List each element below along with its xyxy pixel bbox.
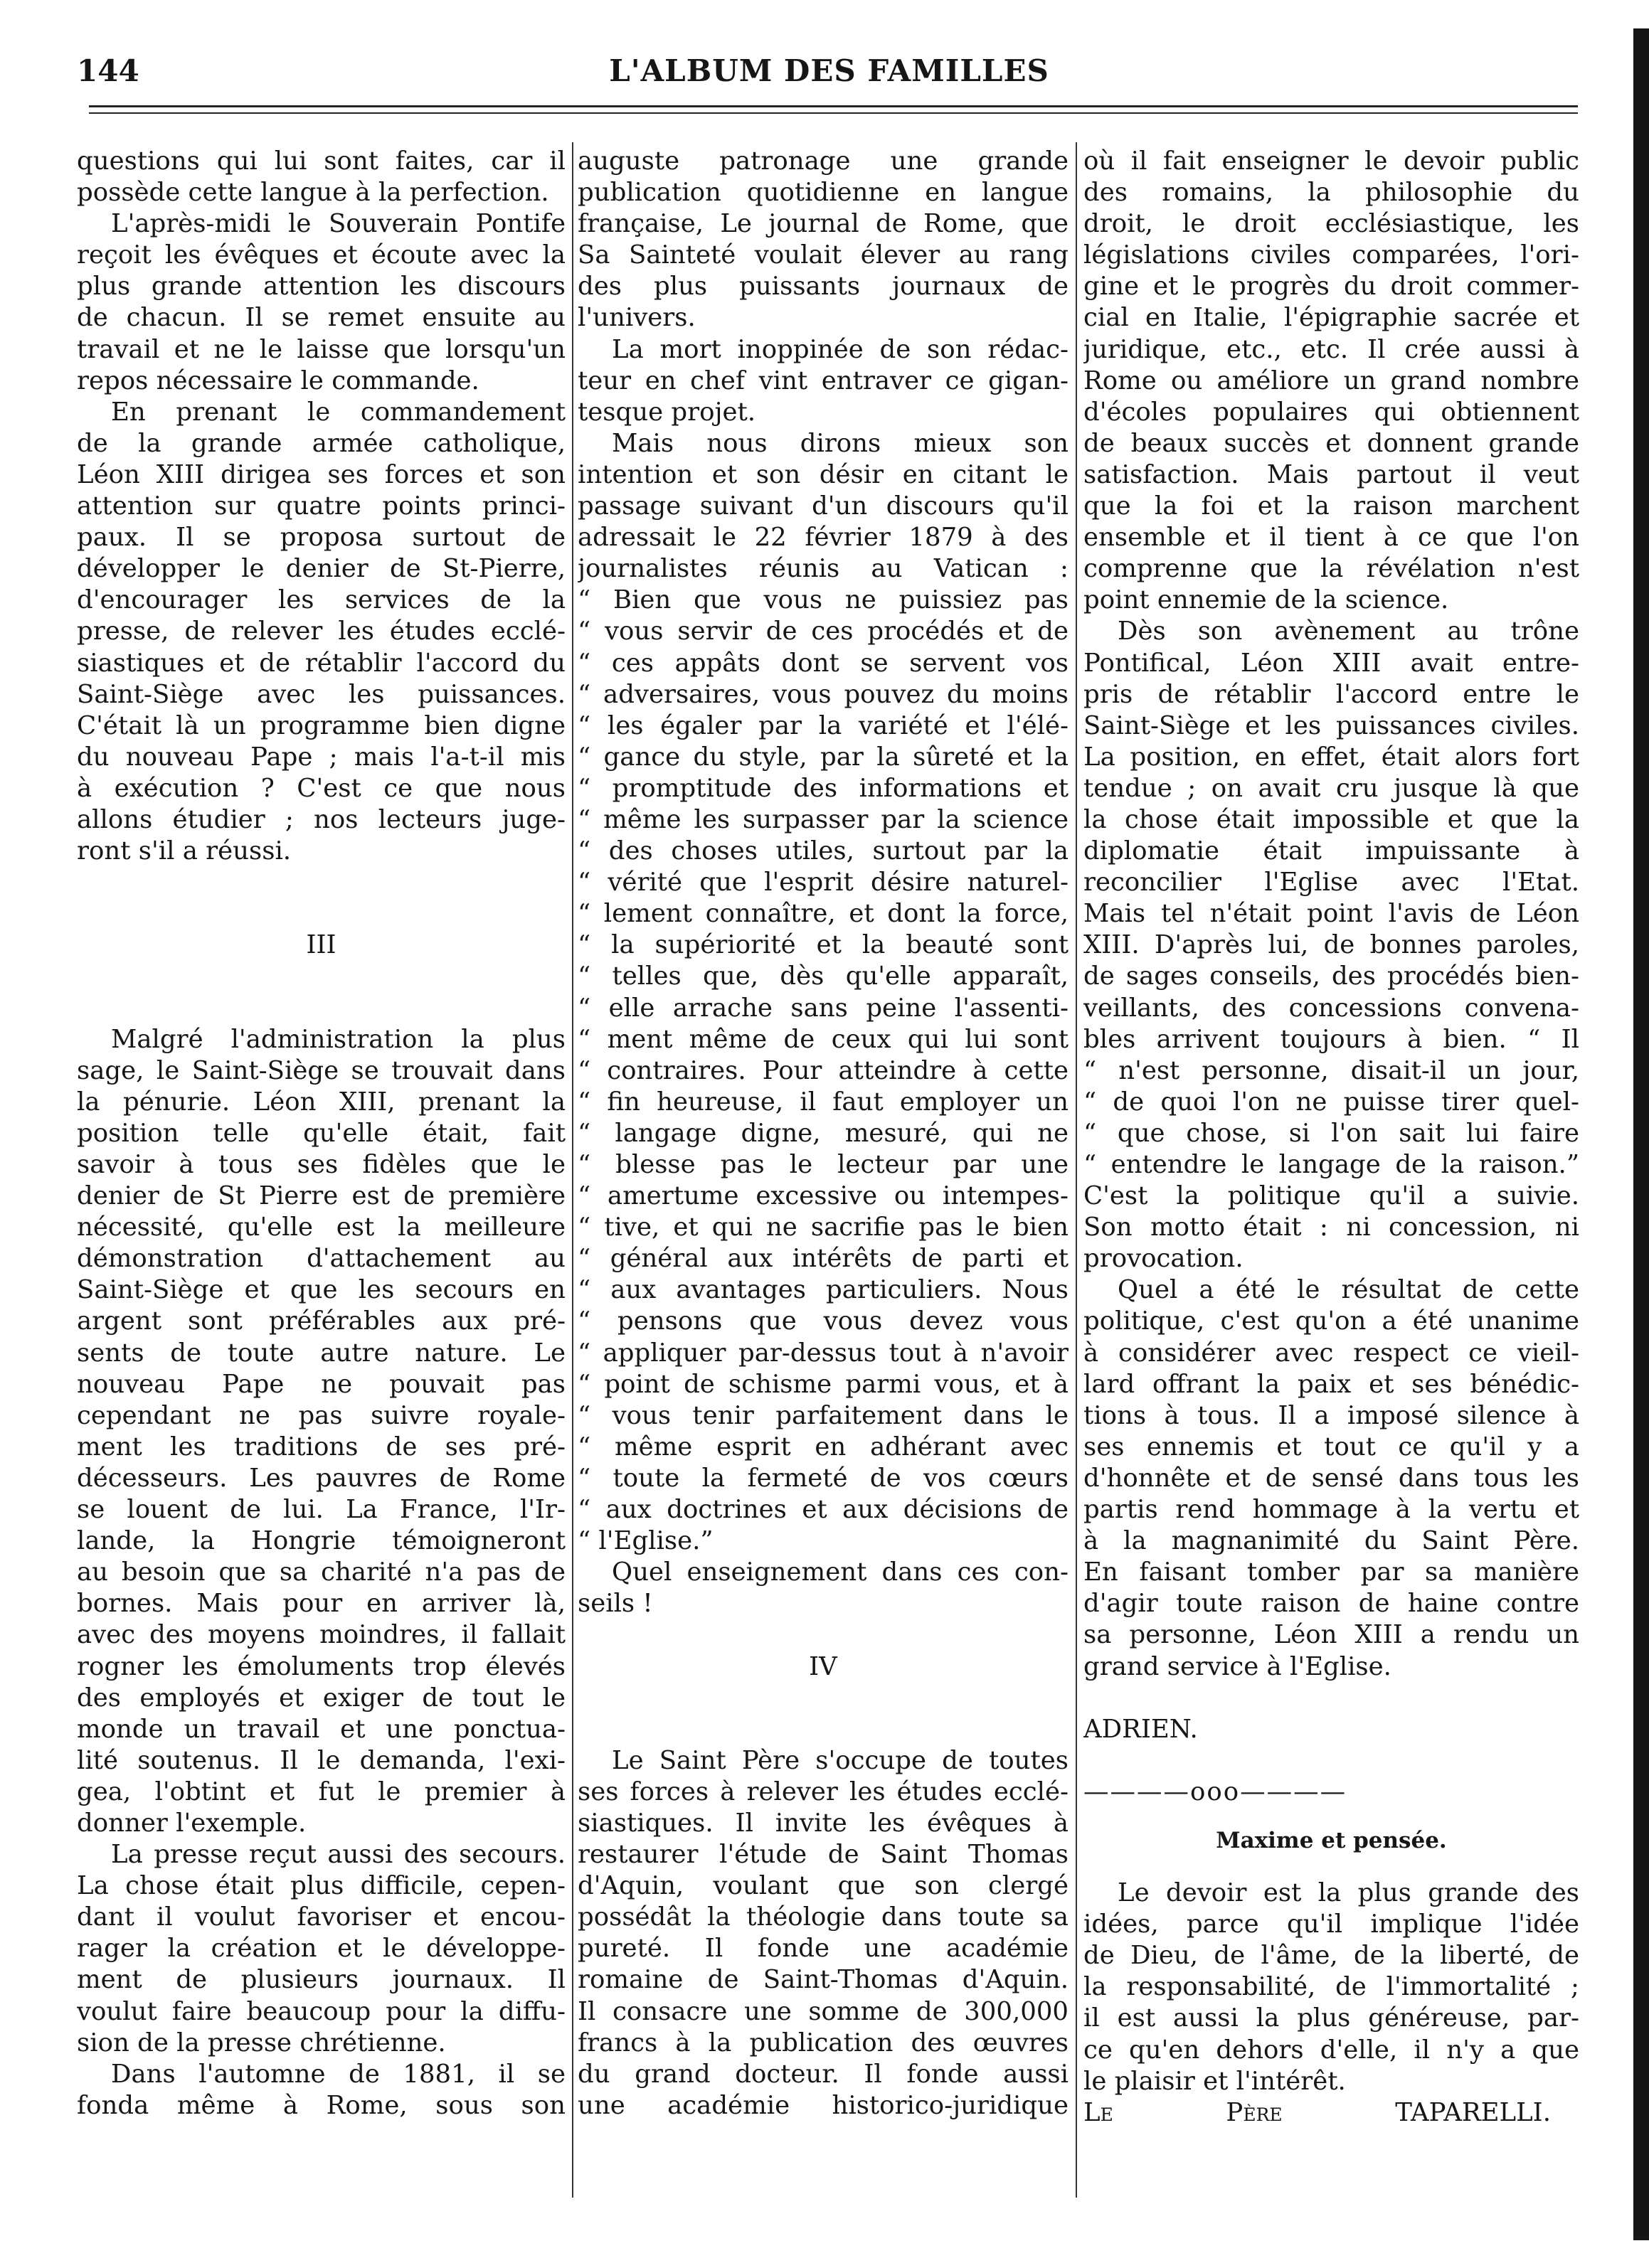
text-line: veillants, des concessions convena- <box>1083 993 1579 1023</box>
text-line: “ lement connaître, et dont la force, <box>578 899 1069 929</box>
text-line: cependant ne pas suivre royale- <box>77 1400 566 1430</box>
spacer <box>578 1619 1069 1651</box>
text-line: “ aux doctrines et aux décisions de <box>578 1495 1069 1525</box>
text-line: “ elle arrache sans peine l'assenti- <box>578 993 1069 1023</box>
text-line: “ ment même de ceux qui lui sont <box>578 1024 1069 1054</box>
text-line: la chose était impossible et que la <box>1083 804 1579 834</box>
text-line: francs à la publication des œuvres <box>578 2028 1069 2057</box>
text-line: “ appliquer par-dessus tout à n'avoir <box>578 1338 1069 1368</box>
text-line: argent sont préférables aux pré- <box>77 1306 566 1336</box>
text-line: développer le denier de St-Pierre, <box>77 554 566 584</box>
column-2 <box>578 146 1069 2121</box>
text-line: d'encourager les services de la <box>77 585 566 615</box>
text-line: nécessité, qu'elle est la meilleure <box>77 1213 566 1242</box>
text-line: partis rend hommage à la vertu et <box>1083 1495 1579 1525</box>
text-line: la pénurie. Léon XIII, prenant la <box>77 1087 566 1117</box>
text-line: pris de rétablir l'accord entre le <box>1083 679 1579 709</box>
text-line: “ les égaler par la variété et l'élé- <box>578 710 1069 740</box>
text-line: ment de plusieurs journaux. Il <box>77 1965 566 1995</box>
text-line: “ adversaires, vous pouvez du moins <box>578 679 1069 709</box>
text-line: possède cette langue à la perfection. <box>77 178 549 208</box>
text-line: cial en Italie, l'épigraphie sacrée et <box>1083 303 1579 333</box>
col2-paragraph-5 <box>578 1745 1069 2121</box>
text-line: sage, le Saint-Siège se trouvait dans <box>77 1055 566 1085</box>
text-line: Sa Sainteté voulait élever au rang <box>578 240 1069 270</box>
col1-paragraph-3 <box>77 397 566 867</box>
col2-paragraph-4 <box>578 1557 1069 1619</box>
text-line: adressait le 22 février 1879 à des <box>578 523 1069 553</box>
text-line: En prenant le commandement <box>111 397 566 427</box>
spacer <box>1083 1808 1579 1825</box>
text-line: de Dieu, de l'âme, de la liberté, de <box>1083 1941 1579 1971</box>
text-line: “ telles que, dès qu'elle apparaît, <box>578 962 1069 991</box>
text-line: politique, c'est qu'on a été unanime <box>1083 1306 1579 1336</box>
text-line: Dès son avènement au trône <box>1118 617 1579 646</box>
col3-paragraph-1 <box>1083 146 1579 616</box>
text-line: d'Aquin, voulant que son clergé <box>578 1871 1069 1901</box>
text-line: de sages conseils, des procédés bien- <box>1083 962 1579 991</box>
text-line: “ gance du style, par la sûreté et la <box>578 742 1069 772</box>
text-line: “ vous servir de ces procédés et de <box>578 617 1069 646</box>
column-divider-2 <box>1076 142 1077 2198</box>
col2-paragraph-1 <box>578 146 1069 334</box>
text-line: pureté. Il fonde une académie <box>578 1934 1069 1964</box>
text-line: lard offrant la paix et ses bénédic- <box>1083 1369 1579 1399</box>
text-line: “ entendre le langage de la raison.” <box>1083 1150 1579 1179</box>
text-line: siastiques. Il invite les évêques à <box>578 1808 1069 1838</box>
running-title: L'ALBUM DES FAMILLES <box>609 53 1049 88</box>
col1-paragraph-2 <box>77 208 566 397</box>
page-number: 144 <box>77 53 139 88</box>
maxime-paragraph <box>1083 1878 1579 2097</box>
text-line: “ l'Eglise.” <box>578 1526 714 1556</box>
text-line: Son motto était : ni concession, ni <box>1083 1213 1579 1242</box>
text-line: Le devoir est la plus grande des <box>1118 1878 1579 1908</box>
text-line: questions qui lui sont faites, car il <box>77 147 566 176</box>
text-line: l'univers. <box>578 303 696 333</box>
text-line: paux. Il se proposa surtout de <box>77 523 566 553</box>
text-line: d'écoles populaires qui obtiennent <box>1083 397 1579 427</box>
text-line: bornes. Mais pour en arriver là, <box>77 1589 566 1619</box>
col2-paragraph-2 <box>578 334 1069 428</box>
column-3 <box>1083 146 1579 2129</box>
text-line: à la magnanimité du Saint Père. <box>1083 1526 1579 1556</box>
text-line: Il consacre une somme de 300,000 <box>578 1996 1069 2026</box>
text-line: ses ennemis et tout ce qu'il y a <box>1083 1432 1579 1462</box>
text-line: reconcilier l'Eglise avec l'Etat. <box>1083 868 1579 898</box>
text-line: il est aussi la plus généreuse, par- <box>1083 2003 1579 2033</box>
text-line: romaine de Saint-Thomas d'Aquin. <box>578 1965 1069 1995</box>
text-line: où il fait enseigner le devoir public <box>1083 147 1579 176</box>
spacer <box>1083 1745 1579 1777</box>
text-line: ensemble et il tient à ce que l'on <box>1083 523 1579 553</box>
text-line: Saint-Siège et que les secours en <box>77 1275 566 1305</box>
page-edge-shadow <box>1633 28 1649 2240</box>
text-line: des plus puissants journaux de <box>578 272 1069 302</box>
text-line: de la grande armée catholique, <box>77 428 566 458</box>
text-line: publication quotidienne en langue <box>578 178 1069 208</box>
text-line: des romains, la philosophie du <box>1083 178 1579 208</box>
text-line: sion de la presse chrétienne. <box>77 2028 446 2057</box>
text-line: “ langage digne, mesuré, qui ne <box>578 1118 1069 1148</box>
text-line: de beaux succès et donnent grande <box>1083 428 1579 458</box>
text-line: position telle qu'elle était, fait <box>77 1118 566 1148</box>
text-line: savoir à tous ses fidèles que le <box>77 1150 566 1179</box>
text-line: Quel enseignement dans ces con- <box>612 1558 1069 1587</box>
maxime-title: Maxime et pensée. <box>1216 1827 1447 1853</box>
col1-paragraph-5 <box>77 1839 566 2059</box>
text-line: à considérer avec respect ce vieil- <box>1083 1338 1579 1368</box>
text-line: “ n'est personne, disait-il un jour, <box>1083 1055 1579 1085</box>
text-line: “ tive, et qui ne sacrifie pas le bien <box>578 1213 1069 1242</box>
text-line: rogner les émoluments trop élevés <box>77 1651 566 1681</box>
text-line: XIII. D'après lui, de bonnes paroles, <box>1083 930 1579 960</box>
text-line: siastiques et de rétablir l'accord du <box>77 648 566 678</box>
text-line: la responsabilité, de l'immortalité ; <box>1083 1972 1579 2002</box>
text-line: “ des choses utiles, surtout par la <box>578 836 1069 866</box>
spacer <box>578 1683 1069 1714</box>
text-line: Saint-Siège et les puissances civiles. <box>1083 710 1579 740</box>
spacer <box>1083 1683 1579 1714</box>
text-line: donner l'exemple. <box>77 1808 307 1838</box>
col1-paragraph-4 <box>77 1024 566 1839</box>
text-line: “ général aux intérêts de parti et <box>578 1244 1069 1274</box>
spacer <box>77 898 566 930</box>
text-line: sa personne, Léon XIII a rendu un <box>1083 1620 1579 1650</box>
text-line: nouveau Pape ne pouvait pas <box>77 1369 566 1399</box>
col3-paragraph-2 <box>1083 616 1579 1274</box>
text-line: Léon XIII dirigea ses forces et son <box>77 459 566 489</box>
text-line: ment les traditions de ses pré- <box>77 1432 566 1462</box>
text-line: C'était là un programme bien digne <box>77 710 566 740</box>
text-line: au besoin que sa charité n'a pas de <box>77 1558 566 1587</box>
text-line: “ même les surpasser par la science <box>578 804 1069 834</box>
text-line: seils ! <box>578 1589 653 1619</box>
spacer <box>77 993 566 1024</box>
text-line: rager la création et le développe- <box>77 1934 566 1964</box>
text-line: Le Saint Père s'occupe de toutes <box>612 1745 1069 1775</box>
text-line: La mort inoppinée de son rédac- <box>612 334 1069 364</box>
text-line: d'honnête et de sensé dans tous les <box>1083 1463 1579 1493</box>
text-line: allons étudier ; nos lecteurs juge- <box>77 804 566 834</box>
text-line: “ pensons que vous devez vous <box>578 1306 1069 1336</box>
text-line: ront s'il a réussi. <box>77 836 292 866</box>
text-line: denier de St Pierre est de première <box>77 1181 566 1211</box>
text-line: grand service à l'Eglise. <box>1083 1651 1391 1681</box>
text-line: Rome ou améliore un grand nombre <box>1083 366 1579 395</box>
text-line: travail et ne le laisse que lorsqu'un <box>77 334 566 364</box>
spacer <box>77 961 566 992</box>
text-line: de chacun. Il se remet ensuite au <box>77 303 566 333</box>
text-line: d'agir toute raison de haine contre <box>1083 1589 1579 1619</box>
text-line: législations civiles comparées, l'ori- <box>1083 240 1579 270</box>
text-line: que la foi et la raison marchent <box>1083 491 1579 521</box>
text-line: reçoit les évêques et écoute avec la <box>77 240 566 270</box>
text-line: point ennemie de la science. <box>1083 585 1449 615</box>
spacer <box>578 1714 1069 1745</box>
text-line: “ ces appâts dont se servent vos <box>578 648 1069 678</box>
header-rule-top <box>89 105 1578 107</box>
text-line: lande, la Hongrie témoigneront <box>77 1526 566 1556</box>
text-line: “ point de schisme parmi vous, et à <box>578 1369 1069 1399</box>
text-line: satisfaction. Mais partout il veut <box>1083 459 1579 489</box>
text-line: gine et le progrès du droit commer- <box>1083 272 1579 302</box>
spacer <box>1083 1856 1579 1878</box>
text-line: La position, en effet, était alors fort <box>1083 742 1579 772</box>
column-1 <box>77 146 566 2121</box>
maxime-author-text: Le Père TAPARELLI. <box>1083 2097 1551 2127</box>
text-line: bles arrivent toujours à bien. “ Il <box>1083 1024 1579 1054</box>
text-line: française, Le journal de Rome, que <box>578 209 1069 239</box>
text-line: diplomatie était impuissante à <box>1083 836 1579 866</box>
text-line: tesque projet. <box>578 397 756 427</box>
text-line: Saint-Siège avec les puissances. <box>77 679 566 709</box>
text-line: Quel a été le résultat de cette <box>1118 1275 1579 1305</box>
text-line: monde un travail et une ponctua- <box>77 1714 566 1744</box>
text-line: ses forces à relever les études ecclé- <box>578 1777 1069 1806</box>
text-line: une académie historico-juridique <box>578 2090 1069 2120</box>
text-line: L'après-midi le Souverain Pontife <box>111 209 566 239</box>
text-line: “ que chose, si l'on sait lui faire <box>1083 1118 1579 1148</box>
text-line: “ Bien que vous ne puissiez pas <box>578 585 1069 615</box>
section-divider: ————ooo———— <box>1083 1777 1347 1806</box>
text-line: Malgré l'administration la plus <box>111 1024 566 1054</box>
col1-paragraph-1 <box>77 146 566 208</box>
spacer <box>77 867 566 898</box>
text-line: Mais tel n'était point l'avis de Léon <box>1083 899 1579 929</box>
text-line: plus grande attention les discours <box>77 272 566 302</box>
text-line: dant il voulut favoriser et encou- <box>77 1902 566 1932</box>
col3-paragraph-3 <box>1083 1274 1579 1682</box>
text-line: tions à tous. Il a imposé silence à <box>1083 1400 1579 1430</box>
col2-paragraph-3 <box>578 428 1069 1557</box>
text-line: “ contraires. Pour atteindre à cette <box>578 1055 1069 1085</box>
text-line: En faisant tomber par sa manière <box>1083 1558 1579 1587</box>
text-line: “ promptitude des informations et <box>578 773 1069 803</box>
text-line: Mais nous dirons mieux son <box>612 428 1069 458</box>
text-line: “ vous tenir parfaitement dans le <box>578 1400 1069 1430</box>
text-line: “ aux avantages particuliers. Nous <box>578 1275 1069 1305</box>
page-header <box>77 53 1581 110</box>
maxime-author <box>1083 2097 1579 2129</box>
text-line: “ même esprit en adhérant avec <box>578 1432 1069 1462</box>
text-line: décesseurs. Les pauvres de Rome <box>77 1463 566 1493</box>
text-line: La presse reçut aussi des secours. <box>111 1840 566 1870</box>
text-line: possédât la théologie dans toute sa <box>578 1902 1069 1932</box>
text-line: La chose était plus difficile, cepen- <box>77 1871 566 1901</box>
signature-text: ADRIEN. <box>1083 1714 1198 1744</box>
text-line: Dans l'automne de 1881, il se <box>111 2059 566 2089</box>
text-line: teur en chef vint entraver ce gigan- <box>578 366 1069 395</box>
text-line: C'est la politique qu'il a suivie. <box>1083 1181 1579 1211</box>
text-line: sents de toute autre nature. Le <box>77 1338 566 1368</box>
text-line: à exécution ? C'est ce que nous <box>77 773 566 803</box>
text-line: ce qu'en dehors d'elle, il n'y a que <box>1083 2035 1579 2065</box>
text-line: juridique, etc., etc. Il crée aussi à <box>1083 334 1579 364</box>
text-line: journalistes réunis au Vatican : <box>578 554 1069 584</box>
text-line: du nouveau Pape ; mais l'a-t-il mis <box>77 742 566 772</box>
text-line: “ amertume excessive ou intempes- <box>578 1181 1069 1211</box>
text-line: voulut faire beaucoup pour la diffu- <box>77 1996 566 2026</box>
text-line: le plaisir et l'intérêt. <box>1083 2066 1346 2096</box>
text-line: comprenne que la révélation n'est <box>1083 554 1579 584</box>
text-line: Pontifical, Léon XIII avait entre- <box>1083 648 1579 678</box>
text-line: droit, le droit ecclésiastique, les <box>1083 209 1579 239</box>
text-line: “ fin heureuse, il faut employer un <box>578 1087 1069 1117</box>
text-line: tendue ; on avait cru jusque là que <box>1083 773 1579 803</box>
header-rule-bottom <box>89 112 1578 114</box>
section-heading-iv: IV <box>809 1651 837 1681</box>
text-line: “ toute la fermeté de vos cœurs <box>578 1463 1069 1493</box>
text-line: se louent de lui. La France, l'Ir- <box>77 1495 566 1525</box>
text-line: démonstration d'attachement au <box>77 1244 566 1274</box>
text-line: avec des moyens moindres, il fallait <box>77 1620 566 1650</box>
text-line: gea, l'obtint et fut le premier à <box>77 1777 566 1806</box>
text-line: idées, parce qu'il implique l'idée <box>1083 1910 1579 1939</box>
text-line: attention sur quatre points princi- <box>77 491 566 521</box>
col1-paragraph-6 <box>77 2059 566 2121</box>
text-line: “ la supériorité et la beauté sont <box>578 930 1069 960</box>
text-line: des employés et exiger de tout le <box>77 1683 566 1713</box>
section-heading-iii: III <box>306 930 336 960</box>
text-line: passage suivant d'un discours qu'il <box>578 491 1069 521</box>
column-divider-1 <box>572 142 573 2198</box>
text-line: fonda même à Rome, sous son <box>77 2090 566 2120</box>
text-line: provocation. <box>1083 1244 1244 1274</box>
text-line: du grand docteur. Il fonde aussi <box>578 2059 1069 2089</box>
text-line: auguste patronage une grande <box>578 147 1069 176</box>
text-line: “ de quoi l'on ne puisse tirer quel- <box>1083 1087 1579 1117</box>
text-line: “ blesse pas le lecteur par une <box>578 1150 1069 1179</box>
text-line: presse, de relever les études ecclé- <box>77 617 566 646</box>
text-line: “ vérité que l'esprit désire naturel- <box>578 868 1069 898</box>
text-line: lité soutenus. Il le demanda, l'exi- <box>77 1745 566 1775</box>
text-line: repos nécessaire le commande. <box>77 366 479 395</box>
text-line: restaurer l'étude de Saint Thomas <box>578 1840 1069 1870</box>
signature <box>1083 1714 1579 1745</box>
text-line: intention et son désir en citant le <box>578 459 1069 489</box>
